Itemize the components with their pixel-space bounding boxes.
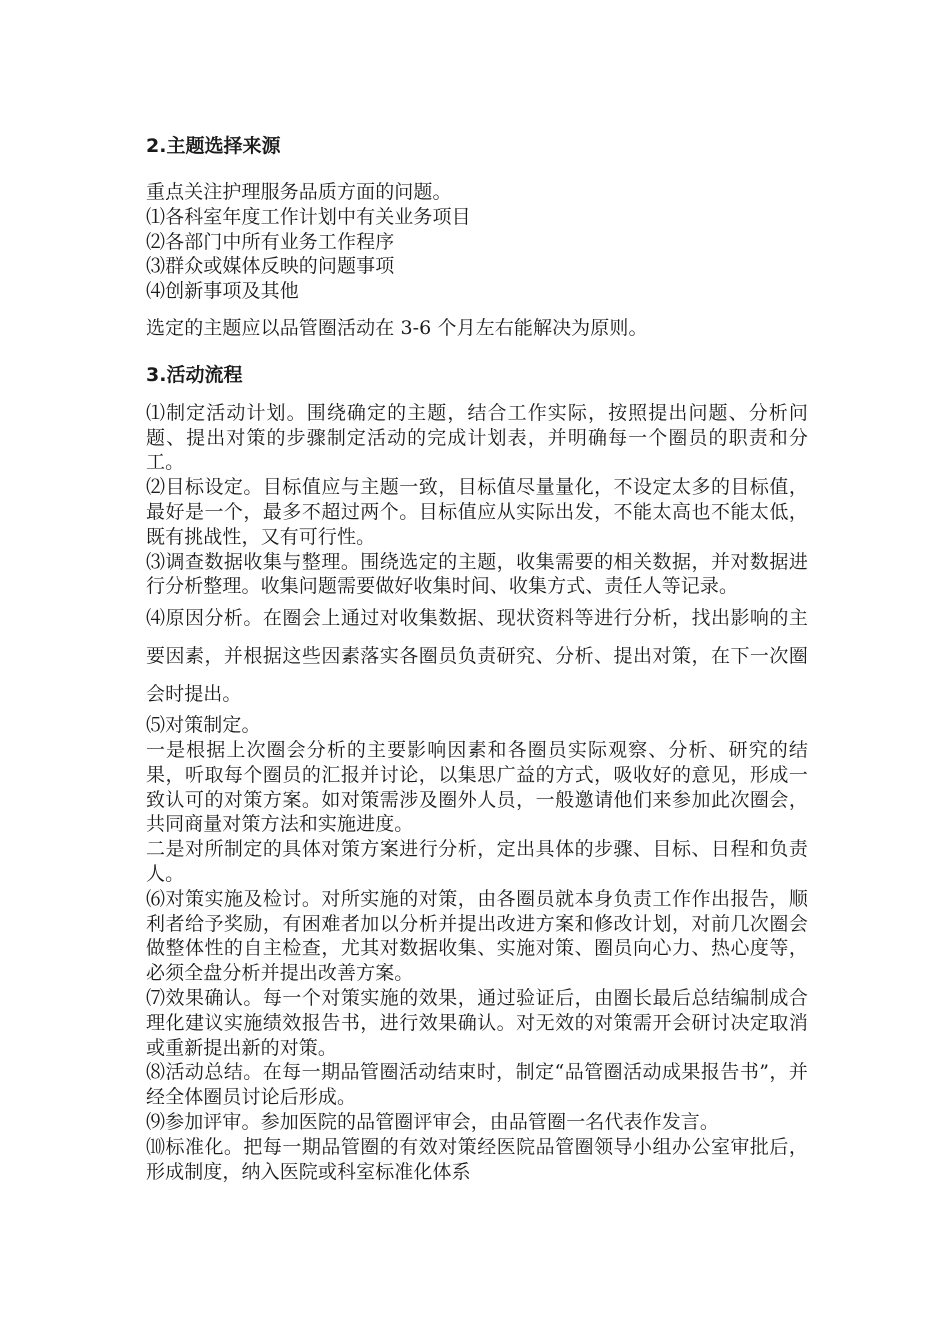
section-2-conclusion: 选定的主题应以品管圈活动在 3-6 个月左右能解决为原则。 [146,316,648,339]
section-2-title: 2.主题选择来源 [146,135,281,157]
list-item: ⑵各部门中所有业务工作程序 [146,230,395,253]
list-item: ⑴各科室年度工作计划中有关业务项目 [146,205,471,228]
paragraph-step-2: ⑵目标设定。目标值应与主题一致，目标值尽量量化，不设定太多的目标值，最好是一个，最多不超过两个。目标值应从实际出发，不能太高也不能太低，既有挑战性，又有可行性。 [146,476,808,548]
paragraph-step-5a: 一是根据上次圈会分析的主要影响因素和各圈员实际观察、分析、研究的结果，听取每个圈员的汇报并讨论，以集思广益的方式，吸收好的意见，形成一致认可的对策方案。如对策需涉及圈外人员，一般邀请他们来参加此次圈会，共同商量对策方法和实施进度。 [146,738,808,836]
paragraph-step-7: ⑺效果确认。每一个对策实施的效果，通过验证后，由圈长最后总结编制成合理化建议实施绩效报告书，进行效果确认。对无效的对策需开会研讨决定取消或重新提出新的对策。 [146,986,808,1059]
section-2-intro: 重点关注护理服务品质方面的问题。 [146,181,452,203]
paragraph-step-5b: 二是对所制定的具体对策方案进行分析，定出具体的步骤、目标、日程和负责人。 [146,838,808,885]
paragraph-step-4: ⑷原因分析。在圈会上通过对收集数据、现状资料等进行分析，找出影响的主要因素，并根据这些因素落实各圈员负责研究、分析、提出对策，在下一次圈会时提出。 [146,607,808,706]
paragraph-step-8: ⑻活动总结。在每一期品管圈活动结束时，制定“品管圈活动成果报告书”，并经全体圈员讨论后形成。 [146,1061,808,1109]
paragraph-step-3: ⑶调查数据收集与整理。围绕选定的主题，收集需要的相关数据，并对数据进行分析整理。收集问题需要做好收集时间、收集方式、责任人等记录。 [146,550,808,598]
paragraph-step-10: ⑽标准化。把每一期品管圈的有效对策经医院品管圈领导小组办公室审批后，形成制度，纳入医院或科室标准化体系 [146,1135,808,1183]
paragraph-step-5: ⑸对策制定。 [146,714,261,737]
paragraph-step-6: ⑹对策实施及检讨。对所实施的对策，由各圈员就本身负责工作作出报告，顺利者给予奖励，有困难者加以分析并提出改进方案和修改计划，对前几次圈会做整体性的自主检查，尤其对数据收集、实施对策、圈员向心力、热心度等，必须全盘分析并提出改善方案。 [146,887,808,985]
document-page [146,132,808,1184]
section-3-title: 3.活动流程 [146,363,243,386]
paragraph-step-1: ⑴制定活动计划。围绕确定的主题，结合工作实际，按照提出问题、分析问题、提出对策的步骤制定活动的完成计划表，并明确每一个圈员的职责和分工。 [146,401,808,474]
paragraph-step-9: ⑼参加评审。参加医院的品管圈评审会，由品管圈一名代表作发言。 [146,1110,720,1133]
list-item: ⑶群众或媒体反映的问题事项 [146,255,395,278]
list-item: ⑷创新事项及其他 [146,280,299,303]
